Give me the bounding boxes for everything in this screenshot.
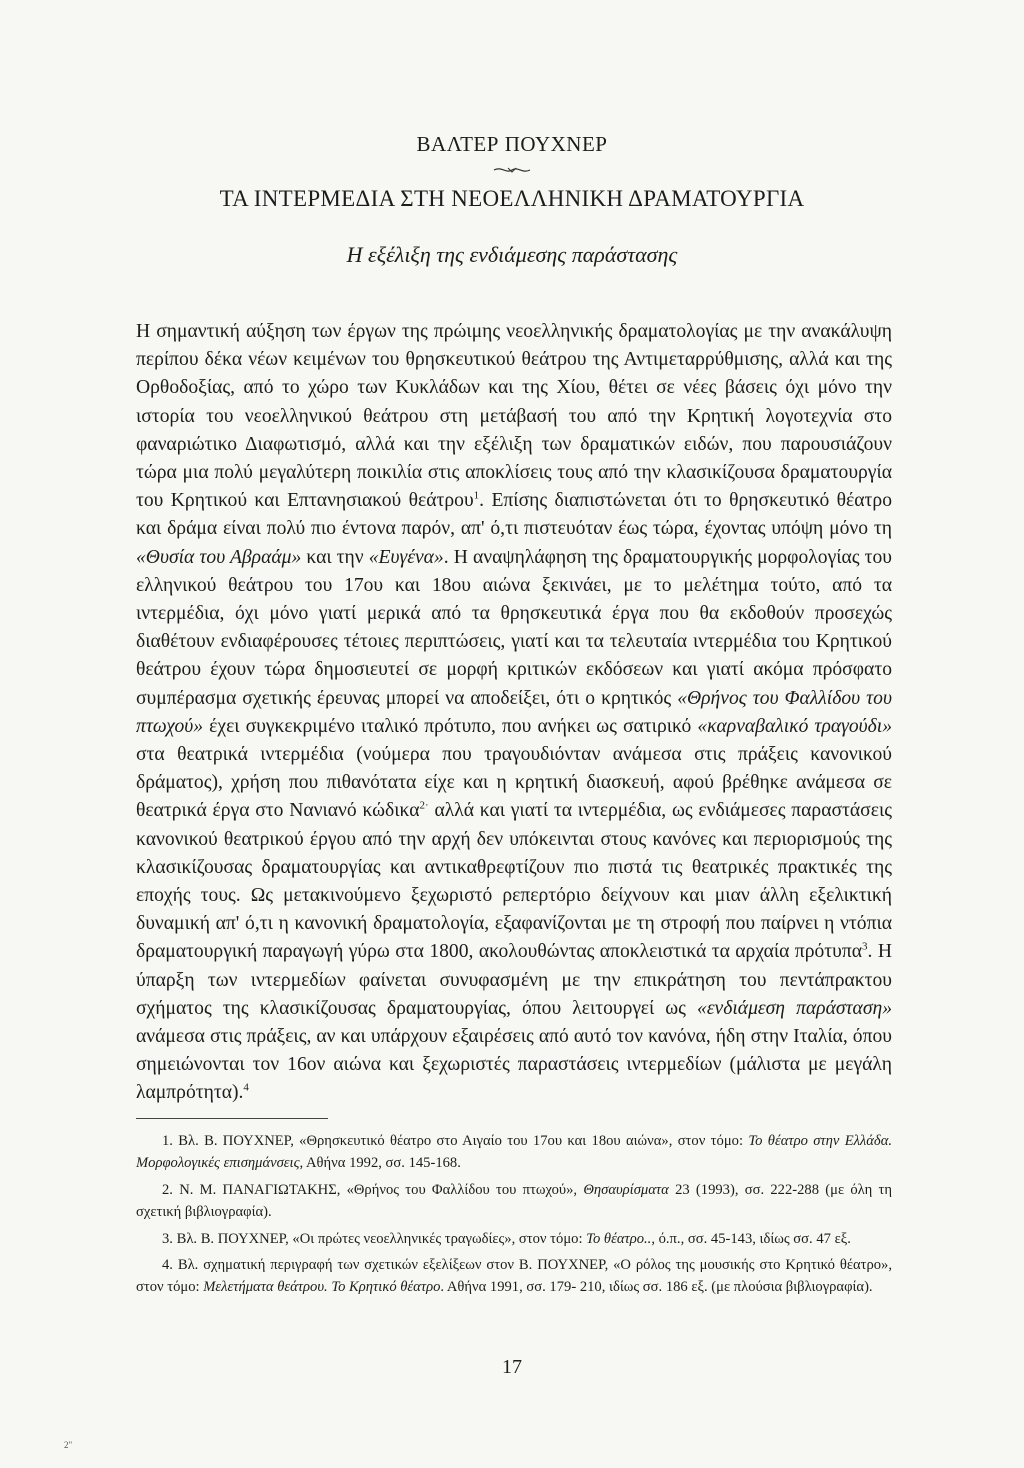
footnotes bbox=[136, 1130, 892, 1303]
footnote-text: , Αθήνα 1992, σσ. 145-168. bbox=[299, 1155, 461, 1172]
footnote-book-title: Μελετήματα θεάτρου. Το Κρητικό θέατρο bbox=[203, 1279, 441, 1296]
text-run: στα θεατρικά ιντερμέδια (νούμερα που τραγουδιόνταν ανάμεσα στις πράξεις κανονικού δράματος), χρήση που πιθανότατα είχε και η κρητική διασκευή, αφού βρέθηκε ανάμεσα σε θεατρικά έργα στο Νανιανό κώδικα bbox=[136, 744, 892, 822]
emphasis-text: «καρναβαλικό τραγούδι» bbox=[697, 715, 892, 737]
text-run: . Επίσης διαπιστώνεται ότι το θρησκευτικό θέατρο και δράμα είναι πολύ πιο έντονα παρόν, απ' ό,τι πιστευόταν έως τώρα, έχοντας υπόψη μόνο τη bbox=[136, 490, 892, 540]
text-run: Η σημαντική αύξηση των έργων της πρώιμης νεοελληνικής δραματολογίας με την ανακάλυψη περίπου δέκα νέων κειμένων του θρησκευτικού θεάτρου της Αντιμεταρρύθμισης, αλλά και της Ορθοδοξίας, από το χώρο των Κυκλάδων και της Χίου, θέτει σε νέες βάσεις όχι μόνο την ιστορία του νεοελληνικού θεάτρου στη μετάβασή του από την Κρητική λογοτεχνία στο φαναριώτικο Διαφωτισμό, αλλά και την εξέλιξη των δραματικών ειδών, που παρουσιάζουν τώρα μια πολύ μεγαλύτερη ποικιλία στις αποκλίσεις τους από την κλασικίζουσα δραματουργία του Κρητικού και Επτανησιακού θεάτρου bbox=[136, 321, 892, 512]
footnote-book-title: Το θέατρο στην Ελλάδα. Μορφολογικές επισημάνσεις bbox=[136, 1133, 892, 1172]
footnote-4 bbox=[136, 1254, 892, 1299]
text-run: . Η ύπαρξη των ιντερμεδίων φαίνεται συνυφασμένη με την επικράτηση του πεντάπρακτου σχήματος της κλασικίζουσας δραματουργίας, όπου λειτουργεί ως bbox=[136, 941, 892, 1019]
text-run: έχει συγκεκριμένο ιταλικό πρότυπο, που ανήκει ως σατιρικό bbox=[203, 715, 698, 737]
footnote-3 bbox=[136, 1228, 892, 1250]
article-title: ΤΑ ΙΝΤΕΡΜΕΔΙΑ ΣΤΗ ΝΕΟΕΛΛΗΝΙΚΗ ΔΡΑΜΑΤΟΥΡΓΙΑ bbox=[219, 186, 805, 211]
footnote-ref-4: 4 bbox=[243, 1081, 249, 1094]
paragraph-text bbox=[136, 318, 892, 1108]
page-number: 17 bbox=[502, 1356, 522, 1378]
footnote-text: 23 (1993), σσ. 222-288 (με όλη τη σχετική βιβλιογραφία). bbox=[136, 1181, 892, 1221]
footnote-text: 2. Ν. Μ. ΠΑΝΑΓΙΩΤΑΚΗΣ, «Θρήνος του Φαλλίδου του πτωχού», bbox=[162, 1181, 584, 1198]
footnote-journal-title: Θησαυρίσματα bbox=[583, 1181, 669, 1198]
footnote-2 bbox=[136, 1179, 892, 1224]
text-run: και την bbox=[301, 546, 369, 568]
text-run: αλλά και γιατί τα ιντερμέδια, ως ενδιάμεσες παραστάσεις κανονικού θεατρικού έργου από την αρχή δεν υπόκεινται στους κανόνες και περιορισμούς της κλασικίζουσας δραματουργίας και αντικαθρεφτίζουν πιο πιστά τις θεατρικές πρακτικές της εποχής τους. Ως μετακινούμενο ξεχωριστό ρεπερτόριο δείχνουν και μιαν άλλη εξελικτική δυναμική απ' ό,τι η κανονική δραματολογία, εξαφανίζονται με τη στροφή που παίρνει η ντόπια δραματουργική παραγωγή γύρω στα 1800, ακολουθώντας αποκλειστικά τα αρχαία πρότυπα bbox=[136, 800, 892, 963]
ornament-divider bbox=[492, 164, 532, 176]
footnote-ref-2: 2· bbox=[419, 799, 429, 812]
emphasis-text: «ενδιάμεση παράσταση» bbox=[697, 997, 893, 1019]
footnote-book-title: Το θέατρο.. bbox=[586, 1230, 652, 1247]
text-run: ανάμεσα στις πράξεις, αν και υπάρχουν εξαιρέσεις από αυτό τον κανόνα, ήδη στην Ιταλία, όπου σημειώνονται τον 16ον αιώνα και ξεχωριστές παραστάσεις ιντερμεδίων (μάλιστα με μεγάλη λαμπρότητα). bbox=[136, 1026, 892, 1104]
footnote-text: , ό.π., σσ. 45-143, ιδίως σσ. 47 εξ. bbox=[651, 1230, 851, 1247]
text-run: . Η αναψηλάφηση της δραματουργικής μορφολογίας του ελληνικού θεάτρου του 17ου και 18ου αιώνα ξεκινάει, με το μελέτημα τούτο, από τα ιντερμέδια, όχι μόνο γιατί μερικά από τα θρησκευτικά έργα που θα εκδοθούν προσεχώς διαθέτουν ενδιαφέρουσες τέτοιες περιπτώσεις, γιατί και τα τελευταία ιντερμέδια του Κρητικού θεάτρου έχουν τώρα δημοσιευτεί σε μορφή κριτικών εκδόσεων και γιατί ακόμα πρόσφατο συμπέρασμα σχετικής έρευνας μπορεί να αποδείξει, ότι ο κρητικός bbox=[136, 546, 892, 709]
work-title: «Ευγένα» bbox=[368, 546, 444, 568]
footnote-text: 4. Βλ. σχηματική περιγραφή των σχετικών εξελίξεων στον Β. ΠΟΥΧΝΕΡ, «Ο ρόλος της μουσικής στο Κρητικό θέατρο», στον τόμο: bbox=[136, 1257, 892, 1296]
author-name: ΒΑΛΤΕΡ ΠΟΥΧΝΕΡ bbox=[416, 132, 608, 156]
footnote-text: 1. Βλ. Β. ΠΟΥΧΝΕΡ, «Θρησκευτικό θέατρο στο Αιγαίο του 17ου και 18ου αιώνα», στον τόμο: bbox=[162, 1133, 749, 1149]
work-title: «Θυσία του Αβραάμ» bbox=[136, 546, 302, 568]
footnote-separator bbox=[136, 1118, 328, 1119]
work-title: «Θρήνος του Φαλλίδου του πτωχού» bbox=[136, 687, 892, 737]
footnote-1 bbox=[136, 1130, 892, 1175]
footnote-text: . Αθήνα 1991, σσ. 179- 210, ιδίως σσ. 186 εξ. (με πλούσια βιβλιογραφία). bbox=[440, 1279, 873, 1296]
signature-mark: 2" bbox=[64, 1440, 73, 1450]
footnote-ref-1: 1 bbox=[473, 489, 480, 502]
main-paragraph bbox=[136, 318, 892, 1108]
article-subtitle: Η εξέλιξη της ενδιάμεσης παράστασης bbox=[346, 242, 678, 267]
footnote-ref-3: 3 bbox=[862, 940, 868, 953]
footnote-text: 3. Βλ. Β. ΠΟΥΧΝΕΡ, «Οι πρώτες νεοελληνικές τραγωδίες», στον τόμο: bbox=[162, 1230, 587, 1247]
